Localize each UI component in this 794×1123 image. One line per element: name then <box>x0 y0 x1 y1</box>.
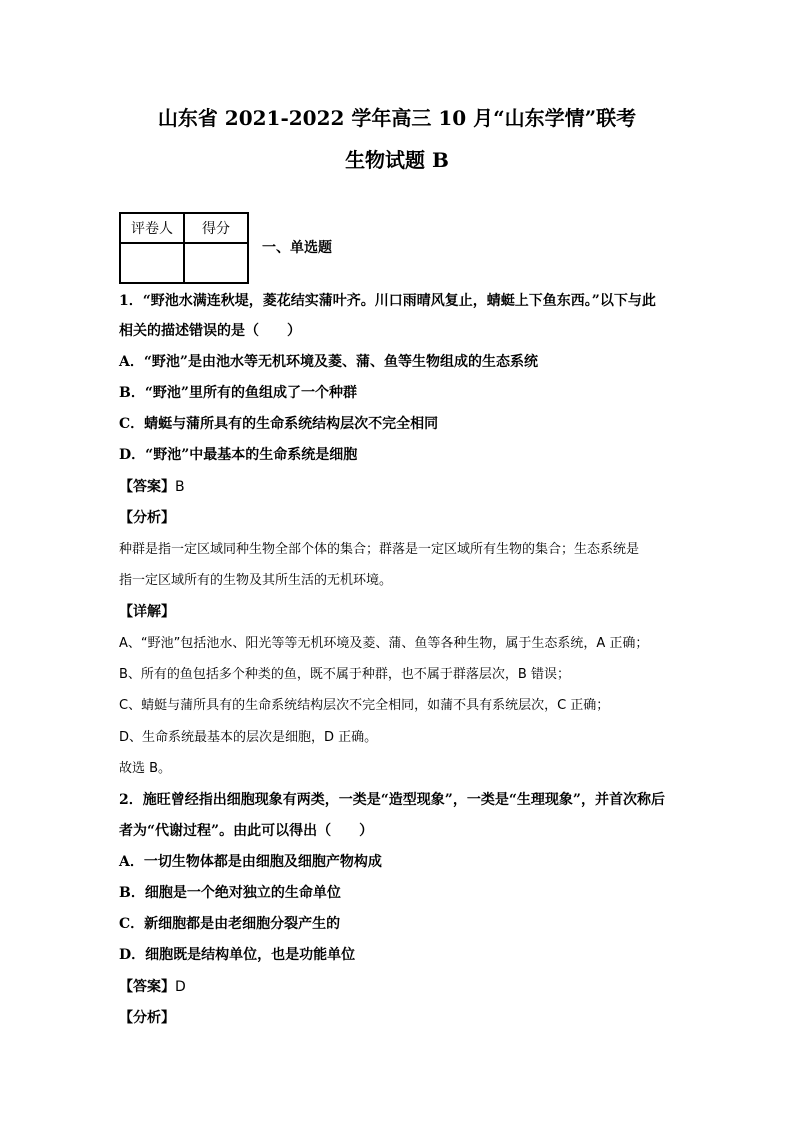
q2-answer <box>119 977 186 997</box>
exam-subtitle: 生物试题 B <box>345 148 449 172</box>
q1-detail-label: 【详解】 <box>119 604 175 620</box>
q1-answer-value: B <box>175 479 185 495</box>
q1-answer <box>119 477 185 497</box>
q2-option-b: B．细胞是一个绝对独立的生命单位 <box>119 885 341 901</box>
q2-analysis-label: 【分析】 <box>119 1010 175 1026</box>
q1-conclusion: 故选 B。 <box>119 761 172 776</box>
q1-option-c: C．蜻蜓与蒲所具有的生命系统结构层次不完全相同 <box>119 416 439 432</box>
q1-option-a: A．“野池”是由池水等无机环境及菱、蒲、鱼等生物组成的生态系统 <box>119 354 538 370</box>
q1-stem-line2: 相关的描述错误的是（ ） <box>119 323 301 339</box>
q1-detail-c: C、蜻蜓与蒲所具有的生命系统结构层次不完全相同，如蒲不具有系统层次，C 正确； <box>119 698 610 713</box>
q1-option-d: D．“野池”中最基本的生命系统是细胞 <box>119 447 358 463</box>
score-table <box>119 212 249 284</box>
q1-detail-a: A、“野池”包括池水、阳光等等无机环境及菱、蒲、鱼等各种生物，属于生态系统，A 正确； <box>119 636 649 651</box>
score-header: 得分 <box>184 213 248 243</box>
q2-stem-line2: 者为“代谢过程”。由此可以得出（ ） <box>119 823 374 839</box>
q2-stem-line1: 2．施旺曾经指出细胞现象有两类，一类是“造型现象”，一类是“生理现象”，并首次称后 <box>119 792 665 808</box>
q2-option-a: A．一切生物体都是由细胞及细胞产物构成 <box>119 854 382 870</box>
q2-option-c: C．新细胞都是由老细胞分裂产生的 <box>119 916 341 932</box>
score-cell <box>184 243 248 283</box>
section-heading: 一、单选题 <box>262 240 332 256</box>
q2-answer-value: D <box>175 979 186 995</box>
q2-option-d: D．细胞既是结构单位，也是功能单位 <box>119 947 356 963</box>
q1-analysis-line2: 指一定区域所有的生物及其所生活的无机环境。 <box>119 573 393 588</box>
q1-detail-b: B、所有的鱼包括多个种类的鱼，既不属于种群，也不属于群落层次，B 错误； <box>119 667 570 682</box>
q1-answer-label: 【答案】 <box>119 479 175 495</box>
q2-answer-label: 【答案】 <box>119 979 175 995</box>
q1-stem-line1: 1．“野池水满连秋堤，菱花结实蒲叶齐。川口雨晴风复止，蜻蜓上下鱼东西。”以下与此 <box>119 293 656 309</box>
grader-header: 评卷人 <box>120 213 184 243</box>
grader-cell <box>120 243 184 283</box>
q1-analysis-line1: 种群是指一定区域同种生物全部个体的集合；群落是一定区域所有生物的集合；生态系统是 <box>119 542 640 557</box>
q1-detail-d: D、生命系统最基本的层次是细胞，D 正确。 <box>119 730 378 745</box>
exam-title: 山东省 2021-2022 学年高三 10 月“山东学情”联考 <box>157 106 637 130</box>
q1-analysis-label: 【分析】 <box>119 510 175 526</box>
q1-option-b: B．“野池”里所有的鱼组成了一个种群 <box>119 385 357 401</box>
